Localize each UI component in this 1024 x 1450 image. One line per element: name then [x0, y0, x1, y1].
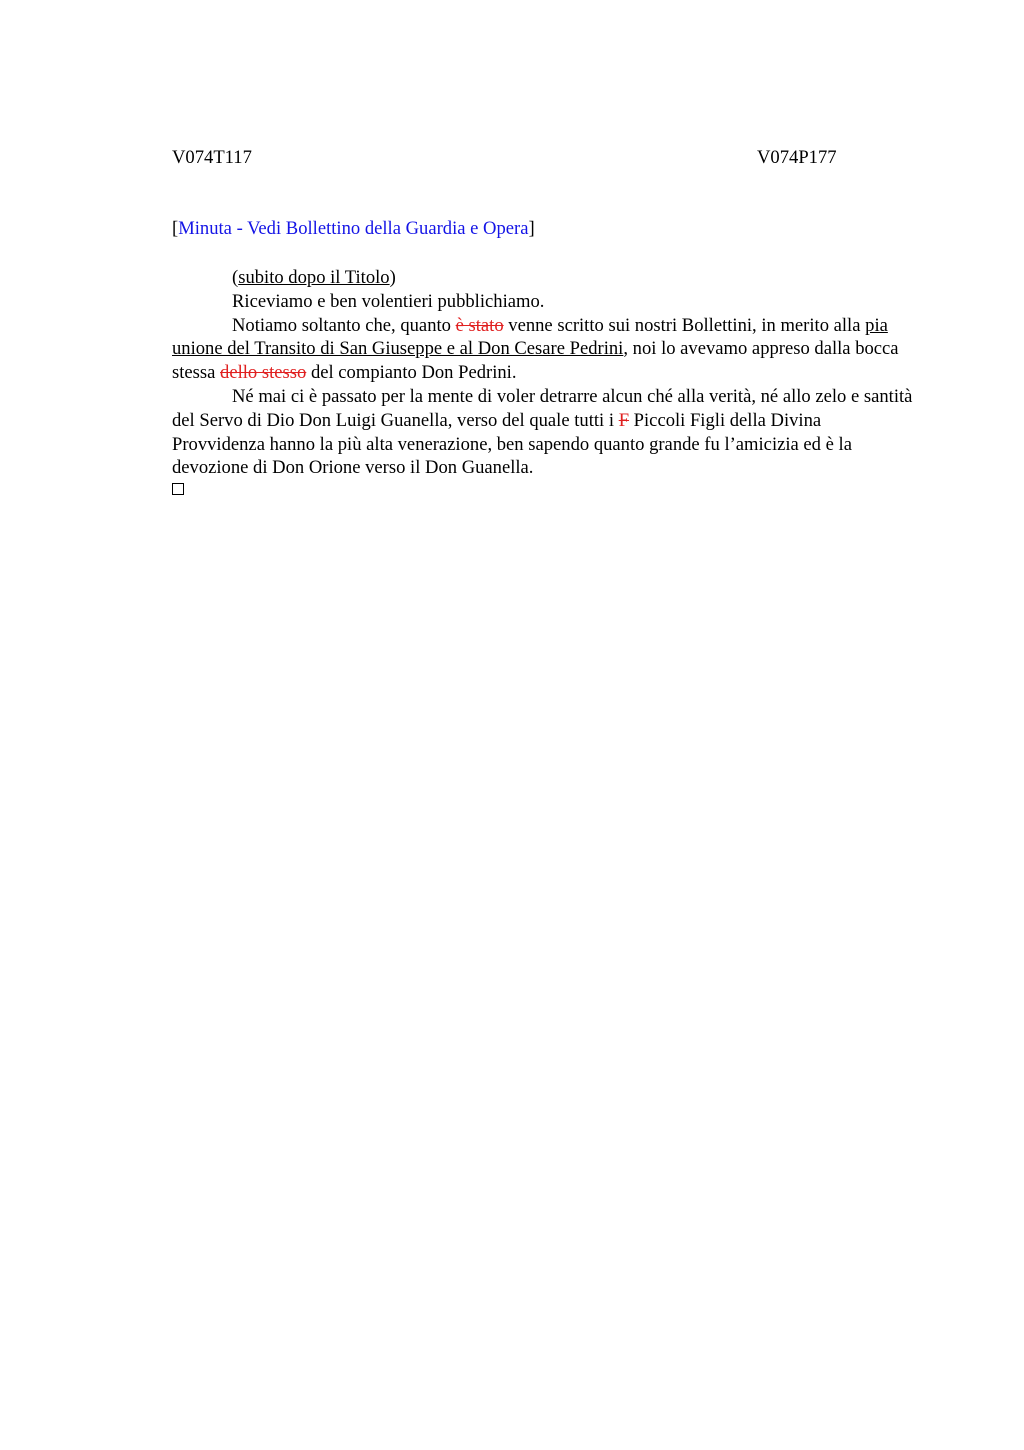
text-segment: Piccoli Figli della Divina Provvidenza hanno la più alta venerazione, ben sapendo quanto grande fu l’amicizia ed è la devozione di Don Orione verso il Don Guanella.: [172, 409, 852, 479]
letter-body: [172, 266, 917, 480]
underlined-text: pia unione del Transito di San Giuseppe e al Don Cesare Pedrini: [172, 314, 888, 360]
document-code-right: V074P177: [757, 147, 837, 168]
paragraph-intro: Riceviamo e ben volentieri pubblichiamo.: [232, 290, 545, 312]
text-segment: venne scritto sui nostri Bollettini, in merito alla: [503, 314, 866, 336]
deleted-text: è stato: [455, 314, 504, 336]
paren-close: ): [389, 267, 396, 288]
text-segment: Notiamo soltanto che, quanto: [232, 314, 456, 336]
deleted-text: F: [618, 409, 630, 431]
text-segment: del compianto Don Pedrini.: [306, 362, 517, 384]
note-close-bracket: ]: [528, 218, 535, 239]
paragraph-title-note: [172, 266, 917, 290]
text-segment: , noi lo avevamo appreso dalla bocca stessa: [172, 338, 899, 384]
empty-square-icon: [172, 483, 184, 495]
text-segment: Né mai ci è passato per la mente di voler detrarre alcun ché alla verità, né allo zelo e santità del Servo di Dio Don Luigi Guanella, verso del quale tutti i: [172, 385, 913, 431]
note-open-bracket: [: [172, 218, 179, 239]
editorial-note: [172, 218, 535, 240]
paragraph-guanella: [172, 385, 917, 480]
paren-open: (: [232, 267, 239, 288]
paragraph-notice: [172, 314, 917, 385]
document-code-left: V074T117: [172, 147, 252, 168]
deleted-text: dello stesso: [220, 362, 307, 384]
underlined-title-note: subito dopo il Titolo: [238, 267, 390, 288]
note-text: Minuta - Vedi Bollettino della Guardia e Opera: [178, 218, 529, 239]
